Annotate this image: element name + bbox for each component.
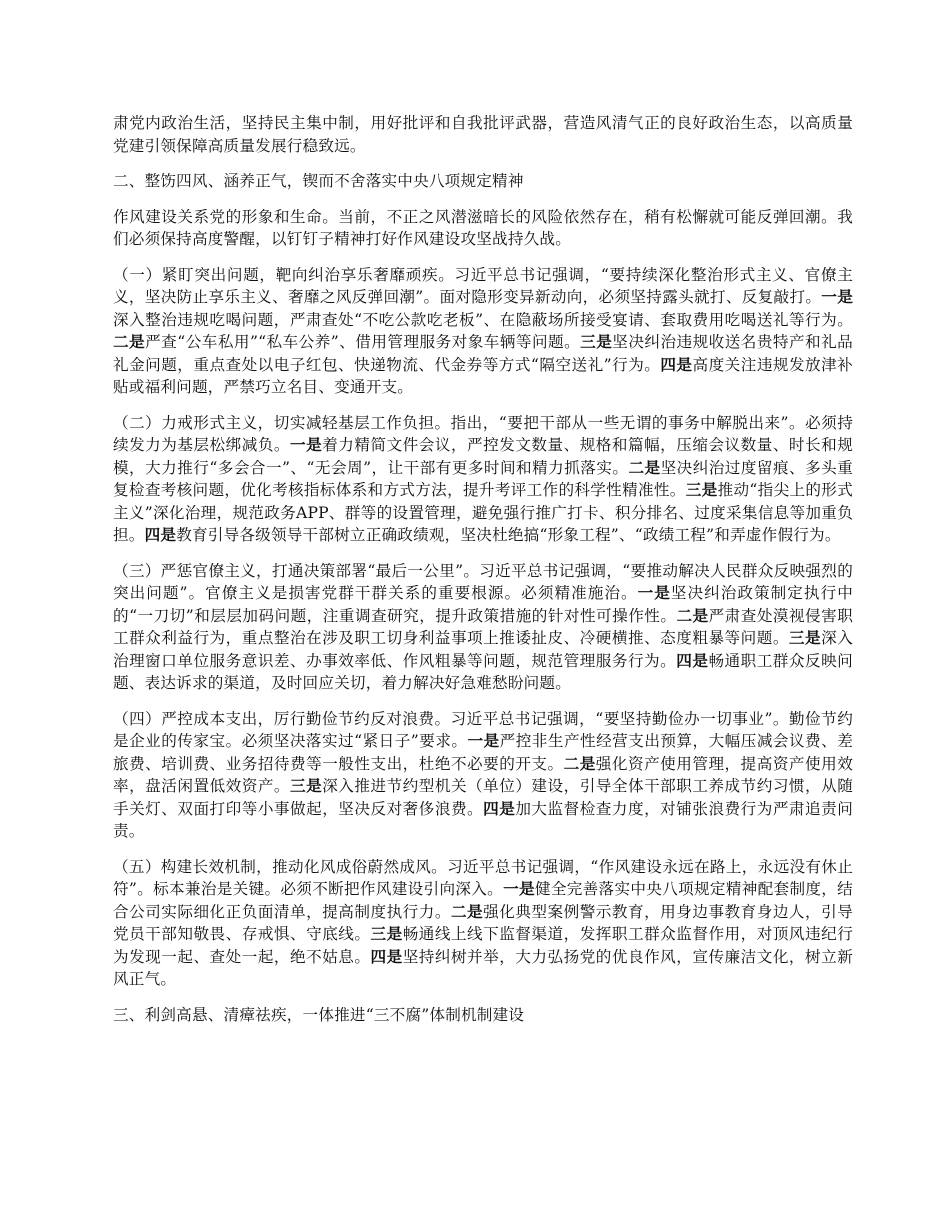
point-text: 教育引导各级领导干部树立正确政绩观，坚决杜绝搞“形象工程”、“政绩工程”和弄虚作假行为。	[176, 526, 841, 544]
point-text: 严查“公车私用”“私车公养”、借用管理服务对象车辆等问题。	[145, 333, 581, 351]
para-intro: （三）严惩官僚主义，打通决策部署“最后一公里”。习近平总书记强调，“要推动解决人民群众反映强烈的突出问题”。官僚主义是损害党群干群关系的重要根源。必须精准施治。	[113, 561, 853, 602]
point-marker-two: 二是	[113, 332, 146, 351]
point-text: 坚决纠治过度留痕、多头重复检查考核问题，优化考核指标体系和方式方法，提升考评工作的科学性精准性。	[113, 458, 853, 499]
point-text: 严肃查处漠视侵害职工群众利益行为，重点整治在涉及职工切身利益事项上推诿扯皮、冷硬横推、态度粗暴等问题。	[113, 606, 853, 647]
point-text: 坚持纠树并举，大力弘扬党的优良作风，宣传廉洁文化，树立新风正气。	[113, 947, 853, 988]
paragraph-long-term-mechanism	[113, 856, 853, 991]
section-heading-three: 三、利剑高悬、清瘴祛疾，一体推进“三不腐”体制机制建设	[113, 1005, 525, 1024]
point-marker-one: 一是	[503, 879, 535, 898]
point-marker-four: 四是	[676, 650, 709, 670]
paragraph-formalism	[113, 412, 853, 547]
point-marker-two: 二是	[450, 901, 484, 921]
point-marker-one: 一是	[821, 287, 853, 306]
point-marker-one: 一是	[290, 435, 323, 454]
paragraph-bureaucratism	[113, 560, 853, 695]
point-marker-one: 一是	[467, 731, 500, 750]
point-marker-three: 三是	[685, 480, 718, 499]
point-text: 高度关注违规发放津补贴或福利问题，严禁巧立名目、变通开支。	[113, 355, 853, 396]
point-text: 坚决纠治违规收送名贵特产和礼品礼金问题，重点查处以电子红包、快递物流、代金券等方式“隔空送礼”行为。	[113, 333, 853, 374]
point-marker-four: 四是	[144, 525, 177, 544]
point-text: 深入治理窗口单位服务意识差、办事效率低、作风粗暴等问题，规范管理服务行为。	[113, 629, 853, 670]
point-text: 深入整治违规吃喝问题，严肃查处“不吃公款吃老板”、在隐蔽场所接受宴请、套取费用吃喝送礼等行为。	[113, 310, 853, 329]
para-intro: （四）严控成本支出，厉行勤俭节约反对浪费。习近平总书记强调，“要坚持勤俭办一切事业”。勤俭节约是企业的传家宝。必须坚决落实过“紧日子”要求。	[113, 709, 853, 750]
point-marker-two: 二是	[676, 605, 709, 625]
para-intro: （一）紧盯突出问题，靶向纠治享乐奢靡顽疾。习近平总书记强调，“要持续深化整治形式主义、官僚主义，坚决防止享乐主义、奢靡之风反弹回潮”。面对隐形变异新动向，必须坚持露头就打、反复敲打。	[113, 265, 853, 306]
document-body	[113, 112, 853, 1039]
point-text: 畅通线上线下监督渠道，发挥职工群众监督作用，对顶风违纪行为发现一起、查处一起，绝不姑息。	[113, 925, 853, 966]
point-marker-two: 二是	[563, 753, 596, 773]
point-text: 推动“指尖上的形式主义”深化治理，规范政务APP、群等的设置管理，避免强行推广打卡、积分排名、过度采集信息等加重负担。	[113, 481, 854, 544]
point-marker-four: 四是	[660, 354, 693, 374]
paragraph-hedonism	[113, 264, 853, 399]
point-marker-four: 四是	[370, 946, 403, 966]
point-text: 加大监督检查力度，对铺张浪费行为严肃追责问责。	[113, 799, 853, 840]
point-text: 健全完善落实中央八项规定精神配套制度，结合公司实际细化正负面清单，提高制度执行力。	[113, 880, 853, 921]
point-text: 强化典型案例警示教育，用身边事教育身边人，引导党员干部知敬畏、存戒惧、守底线。	[113, 902, 853, 943]
point-marker-three: 三是	[580, 332, 613, 351]
section-heading-two: 二、整饬四风、涵养正气，锲而不舍落实中央八项规定精神	[113, 172, 524, 190]
point-marker-three: 三是	[370, 924, 403, 943]
point-marker-four: 四是	[483, 798, 516, 818]
paragraph-style-building: 作风建设关系党的形象和生命。当前，不正之风潜滋暗长的风险依然存在，稍有松懈就可能反弹回潮。我们必须保持高度警醒，以钉钉子精神打好作风建设攻坚战持久战。	[113, 207, 853, 248]
para-intro: （五）构建长效机制，推动化风成俗蔚然成风。习近平总书记强调，“作风建设永远在路上，永远没有休止符”。标本兼治是关键。必须不断把作风建设引向深入。	[113, 857, 853, 898]
point-text: 坚决纠治政策制定执行中的“一刀切”和层层加码问题，注重调查研究，提升政策措施的针对性可操作性。	[113, 584, 853, 625]
point-marker-three: 三是	[290, 776, 323, 795]
point-text: 着力精简文件会议，严控发文数量、规格和篇幅，压缩会议数量、时长和规模，大力推行“多会合一”、“无会周”，让干部有更多时间和精力抓落实。	[113, 436, 853, 477]
point-text: 强化资产使用管理，提高资产使用效率，盘活闲置低效资产。	[113, 754, 853, 795]
point-marker-two: 二是	[628, 457, 661, 477]
paragraph-frugality	[113, 708, 853, 843]
point-text: 严控非生产性经营支出预算，大幅压减会议费、差旅费、培训费、业务招待费等一般性支出，杜绝不必要的开支。	[113, 732, 854, 773]
point-text: 深入推进节约型机关（单位）建设，引导全体干部职工养成节约习惯，从随手关灯、双面打印等小事做起，坚决反对奢侈浪费。	[113, 777, 853, 818]
para-intro: （二）力戒形式主义，切实减轻基层工作负担。指出，“要把干部从一些无谓的事务中解脱出来”。必须持续发力为基层松绑减负。	[113, 413, 853, 454]
paragraph-party-life: 肃党内政治生活，坚持民主集中制，用好批评和自我批评武器，营造风清气正的良好政治生态，以高质量党建引领保障高质量发展行稳致远。	[113, 114, 853, 155]
point-marker-three: 三是	[788, 628, 822, 647]
point-text: 畅通职工群众反映问题、表达诉求的渠道，及时回应关切，着力解决好急难愁盼问题。	[113, 651, 853, 692]
point-marker-one: 一是	[637, 583, 671, 602]
